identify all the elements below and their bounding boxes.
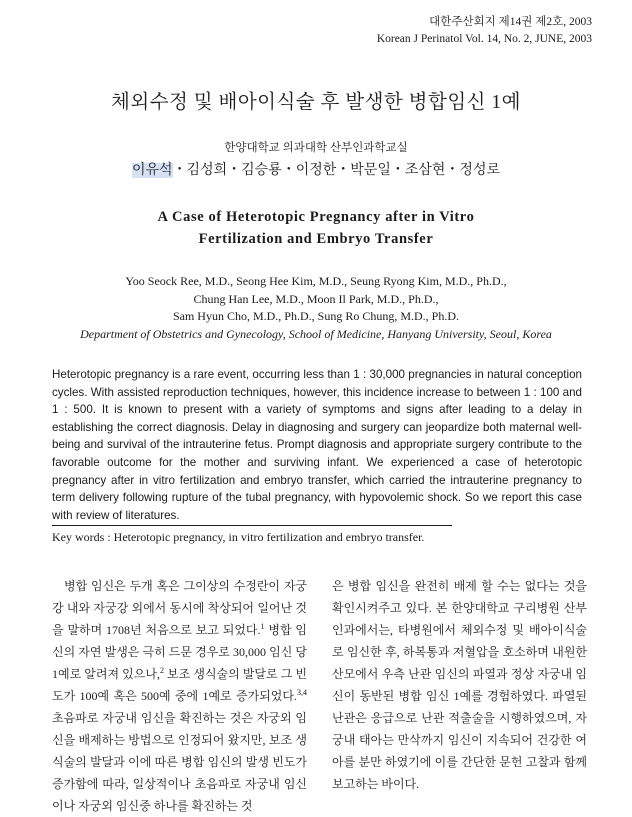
english-title-line-2: Fertilization and Embryo Transfer — [198, 231, 434, 247]
abstract: Heterotopic pregnancy is a rare event, occurring less than 1 : 30,000 pregnancies in natural conception cycles. With assisted reproduction techniques, however, this incidence increase to between 1 : 100 and 1 : 500. It is known to present with a variety of symptoms and signs after leading to a delay in establishing the correct diagnosis. Delay in diagnosing and surgery can jeopardize both maternal well-being and survival of the intrauterine fetus. Prompt diagnosis and appropriate surgery contribute to the favorable outcome for the mother and surviving infant. We experienced a case of heterotopic pregnancy after in vitro fertilization and embryo transfer, which carried the intrauterine pregnancy to term delivery following rupture of the tubal pregnancy, with hypovolemic shock. So we report this case with review of literatures. — [52, 368, 582, 522]
body-text: 초음파로 자궁내 임신을 확진하는 것은 자궁외 임신을 배제하는 방법으로 인정되어 왔지만, 보조 생식술의 발달과 이에 따른 병합 임신의 발생 빈도가 증가함에 따라, 일상적이나 초음파로 자궁내 임신이나 자궁외 임신중 하나를 확진하는 것 — [52, 711, 307, 813]
english-authors — [0, 273, 632, 343]
reference-superscript: 2 — [159, 666, 164, 675]
korean-affiliation: 한양대학교 의과대학 산부인과학교실 — [224, 142, 408, 154]
intro-paragraph — [52, 575, 307, 817]
body-text: 병합 임신의 자연 발생은 극히 드문 경우로 30,000 임신 당 1예로 알려져 있으나, — [52, 623, 307, 681]
body-text: 보조 생식술의 발달로 그 빈도가 100예 혹은 500예 중에 1예로 증가되었다. — [52, 667, 307, 703]
first-author-highlight: 이유석 — [131, 163, 173, 178]
english-title-line-1: A Case of Heterotopic Pregnancy after in Vitro — [157, 209, 475, 225]
english-title — [0, 206, 632, 250]
body-column-right — [332, 575, 587, 795]
korean-title: 체외수정 및 배아이식술 후 발생한 병합임신 1예 — [111, 92, 521, 113]
keywords-divider — [52, 525, 452, 526]
body-column-left — [52, 575, 307, 817]
intro-paragraph-continued: 은 병합 임신을 완전히 배제 할 수는 없다는 것을 확인시켜주고 있다. 본 한양대학교 구리병원 산부인과에서는, 타병원에서 체외수정 및 배아이식술로 임신한 후, 하복통과 저혈압을 호소하며 내원한 산모에서 우측 난관 임신의 파열과 정상 자궁내 임신이 동반된 병합 임신 1예를 경험하였다. 파열된 난관은 응급으로 난관 적출술을 시행하였으며, 자궁내 태아는 만삭까지 임신이 지속되어 건강한 여아를 분만 하였기에 이를 간단한 문헌 고찰과 함께 보고하는 바이다. — [332, 579, 587, 791]
body-text: 병합 임신은 두개 혹은 그이상의 수정란이 자궁강 내와 자궁강 외에서 동시에 착상되어 일어난 것을 말하며 1708년 처음으로 보고 되었다. — [52, 579, 307, 637]
journal-header — [377, 14, 592, 48]
korean-authors — [0, 159, 632, 179]
keywords: Key words : Heterotopic pregnancy, in vitro fertilization and embryo transfer. — [52, 530, 425, 544]
journal-header-korean: 대한주산회지 제14권 제2호, 2003 — [429, 16, 592, 28]
english-authors-line-1: Yoo Seock Ree, M.D., Seong Hee Kim, M.D., Seung Ryong Kim, M.D., Ph.D., — [125, 274, 507, 288]
korean-co-authors: ・김성희・김승룡・이정한・박문일・조삼현・정성로 — [172, 163, 500, 178]
journal-header-english: Korean J Perinatol Vol. 14, No. 2, JUNE, 2003 — [376, 33, 592, 45]
english-authors-line-3: Sam Hyun Cho, M.D., Ph.D., Sung Ro Chung, M.D., Ph.D. — [172, 309, 460, 323]
department: Department of Obstetrics and Gynecology, School of Medicine, Hanyang University, Seoul, Korea — [80, 326, 552, 341]
english-authors-line-2: Chung Han Lee, M.D., Moon Il Park, M.D., Ph.D., — [193, 291, 439, 306]
reference-superscript: 1 — [260, 622, 265, 631]
reference-superscript: 3,4 — [297, 688, 307, 697]
